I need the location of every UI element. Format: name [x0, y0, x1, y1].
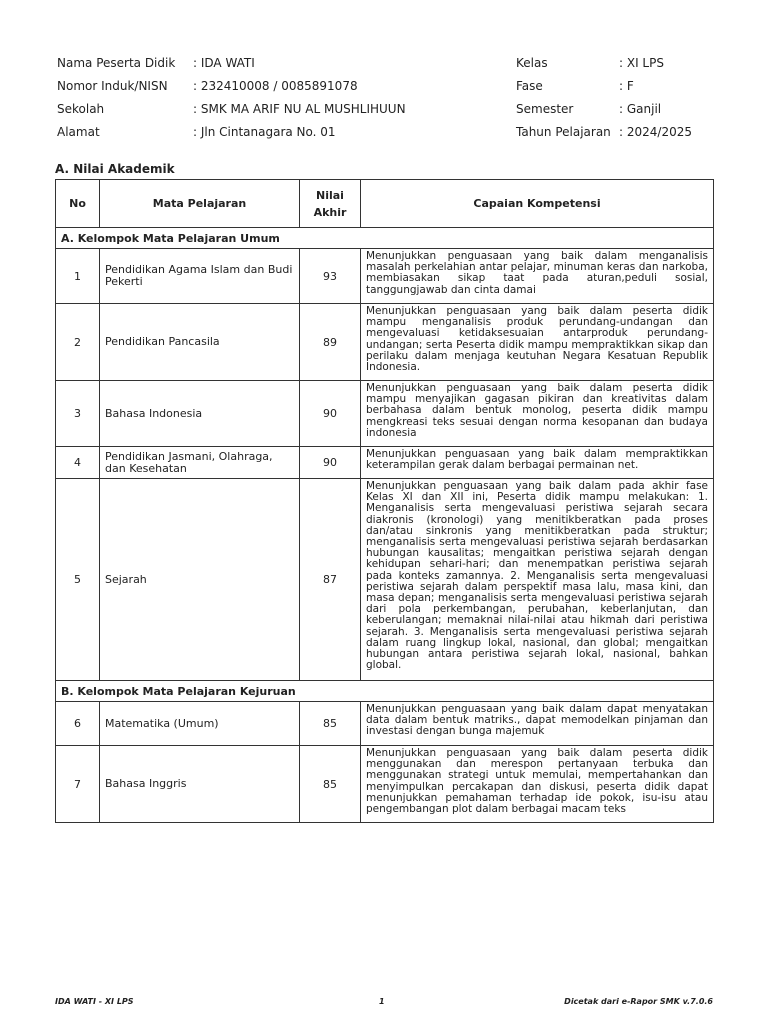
- row-capaian: Menunjukkan penguasaan yang baik dalam pada akhir fase Kelas XI dan XII ini, Peserta didik mampu melakukan: 1. Menganalisis serta mengevaluasi peristiwa sejarah secara diakronis (kronologi) yang menitikberatkan pada proses dan/atau sinkronis yang menitikberatkan pada struktur; menganalisis serta mengevaluasi peristiwa sejarah berdasarkan hubungan kausalitas; mengaitkan peristiwa sejarah dengan kehidupan sehari-hari; dan menempatkan peristiwa sejarah pada konteks zamannya. 2. Menganalisis serta mengevaluasi peristiwa sejarah dalam perspektif masa lalu, masa kini, dan masa depan; menganalisis serta mengevaluasi peristiwa sejarah dari pola perkembangan, perubahan, keberlanjutan, dan keberulangan; memaknai nilai-nilai atau hikmah dari peristiwa sejarah. 3. Menganalisis serta mengevaluasi peristiwa sejarah dalam ruang lingkup lokal, nasional, dan global; mengaitkan hubungan antara peristiwa sejarah lokal, nasional, bahkan global.: [361, 479, 714, 681]
- row-capaian: Menunjukkan penguasaan yang baik dalam menganalisis masalah perkelahian antar pelajar, minuman keras dan narkoba, membiasakan sikap taat pada aturan,peduli sosial, tanggungjawab dan cinta damai: [361, 249, 714, 304]
- header-nilai-akhir: [300, 180, 361, 228]
- value-sekolah: : SMK MA ARIF NU AL MUSHLIHUUN: [193, 102, 406, 116]
- group-label-umum: A. Kelompok Mata Pelajaran Umum: [56, 228, 714, 249]
- header-mata-pelajaran: Mata Pelajaran: [100, 180, 300, 228]
- table-row: [56, 702, 714, 746]
- group-row-umum: [56, 228, 714, 249]
- row-no: 3: [56, 381, 100, 447]
- row-nilai: 87: [300, 479, 361, 681]
- row-mata-pelajaran: Bahasa Inggris: [100, 746, 300, 823]
- label-nama: Nama Peserta Didik: [57, 56, 176, 70]
- table-row: [56, 249, 714, 304]
- label-kelas: Kelas: [516, 56, 548, 70]
- row-mata-pelajaran: Pendidikan Agama Islam dan Budi Pekerti: [100, 249, 300, 304]
- row-mata-pelajaran: Pendidikan Jasmani, Olahraga, dan Kesehatan: [100, 447, 300, 479]
- label-sekolah: Sekolah: [57, 102, 105, 116]
- table-row: [56, 447, 714, 479]
- grades-table: [55, 179, 714, 823]
- table-row: [56, 746, 714, 823]
- header-capaian-kompetensi: Capaian Kompetensi: [361, 180, 714, 228]
- row-capaian: Menunjukkan penguasaan yang baik dalam peserta didik mampu menyajikan gagasan pikiran dan kreativitas dalam berbahasa dalam bentuk monolog, peserta didik mampu mengkreasi teks sesuai dengan norma kesopanan dan budaya indonesia: [361, 381, 714, 447]
- value-nisn: : 232410008 / 0085891078: [193, 79, 358, 93]
- row-no: 1: [56, 249, 100, 304]
- row-capaian: Menunjukkan penguasaan yang baik dalam peserta didik mampu menganalisis produk perundang-undangan dan mengevaluasi ketidaksesuaian antarproduk perundang-undangan; serta Peserta didik mampu mempraktikkan sikap dan perilaku dalam menjaga keutuhan Negara Kesatuan Republik Indonesia.: [361, 304, 714, 381]
- row-mata-pelajaran: Matematika (Umum): [100, 702, 300, 746]
- header-no: No: [56, 180, 100, 228]
- row-no: 2: [56, 304, 100, 381]
- section-title-nilai-akademik: A. Nilai Akademik: [55, 162, 175, 176]
- table-row: [56, 479, 714, 681]
- row-nilai: 90: [300, 447, 361, 479]
- label-nisn: Nomor Induk/NISN: [57, 79, 168, 93]
- row-mata-pelajaran: Sejarah: [100, 479, 300, 681]
- row-no: 7: [56, 746, 100, 823]
- footer-page-number: 1: [379, 997, 385, 1006]
- row-nilai: 89: [300, 304, 361, 381]
- table-row: [56, 304, 714, 381]
- row-nilai: 85: [300, 746, 361, 823]
- footer-student: IDA WATI - XI LPS: [55, 997, 134, 1006]
- row-no: 4: [56, 447, 100, 479]
- row-nilai: 85: [300, 702, 361, 746]
- table-row: [56, 381, 714, 447]
- label-alamat: Alamat: [57, 125, 100, 139]
- footer-printed-by: Dicetak dari e-Rapor SMK v.7.0.6: [564, 997, 713, 1006]
- row-capaian: Menunjukkan penguasaan yang baik dalam dapat menyatakan data dalam bentuk matriks., dapat memodelkan pinjaman dan investasi dengan bunga majemuk: [361, 702, 714, 746]
- header-nilai-line1: Nilai: [316, 188, 344, 202]
- row-mata-pelajaran: Pendidikan Pancasila: [100, 304, 300, 381]
- row-capaian: Menunjukkan penguasaan yang baik dalam peserta didik menggunakan dan merespon pertanyaan terbuka dan menggunakan strategi untuk memulai, mempertahankan dan menyimpulkan percakapan dan diskusi, peserta didik dapat menunjukkan pemahaman terhadap ide pokok, isu-isu atau pengembangan plot dalam berbagai macam teks: [361, 746, 714, 823]
- value-alamat: : Jln Cintanagara No. 01: [193, 125, 336, 139]
- row-capaian: Menunjukkan penguasaan yang baik dalam mempraktikkan keterampilan gerak dalam berbagai permainan net.: [361, 447, 714, 479]
- row-nilai: 93: [300, 249, 361, 304]
- row-no: 5: [56, 479, 100, 681]
- row-mata-pelajaran: Bahasa Indonesia: [100, 381, 300, 447]
- value-nama: : IDA WATI: [193, 56, 255, 70]
- value-tahun-pelajaran: : 2024/2025: [619, 125, 692, 139]
- label-fase: Fase: [516, 79, 543, 93]
- label-semester: Semester: [516, 102, 574, 116]
- label-tahun-pelajaran: Tahun Pelajaran: [516, 125, 611, 139]
- value-semester: : Ganjil: [619, 102, 662, 116]
- group-row-kejuruan: [56, 681, 714, 702]
- group-label-kejuruan: B. Kelompok Mata Pelajaran Kejuruan: [56, 681, 714, 702]
- table-header-row: [56, 180, 714, 228]
- value-fase: : F: [619, 79, 634, 93]
- row-nilai: 90: [300, 381, 361, 447]
- value-kelas: : XI LPS: [619, 56, 664, 70]
- header-nilai-line2: Akhir: [313, 205, 347, 219]
- row-no: 6: [56, 702, 100, 746]
